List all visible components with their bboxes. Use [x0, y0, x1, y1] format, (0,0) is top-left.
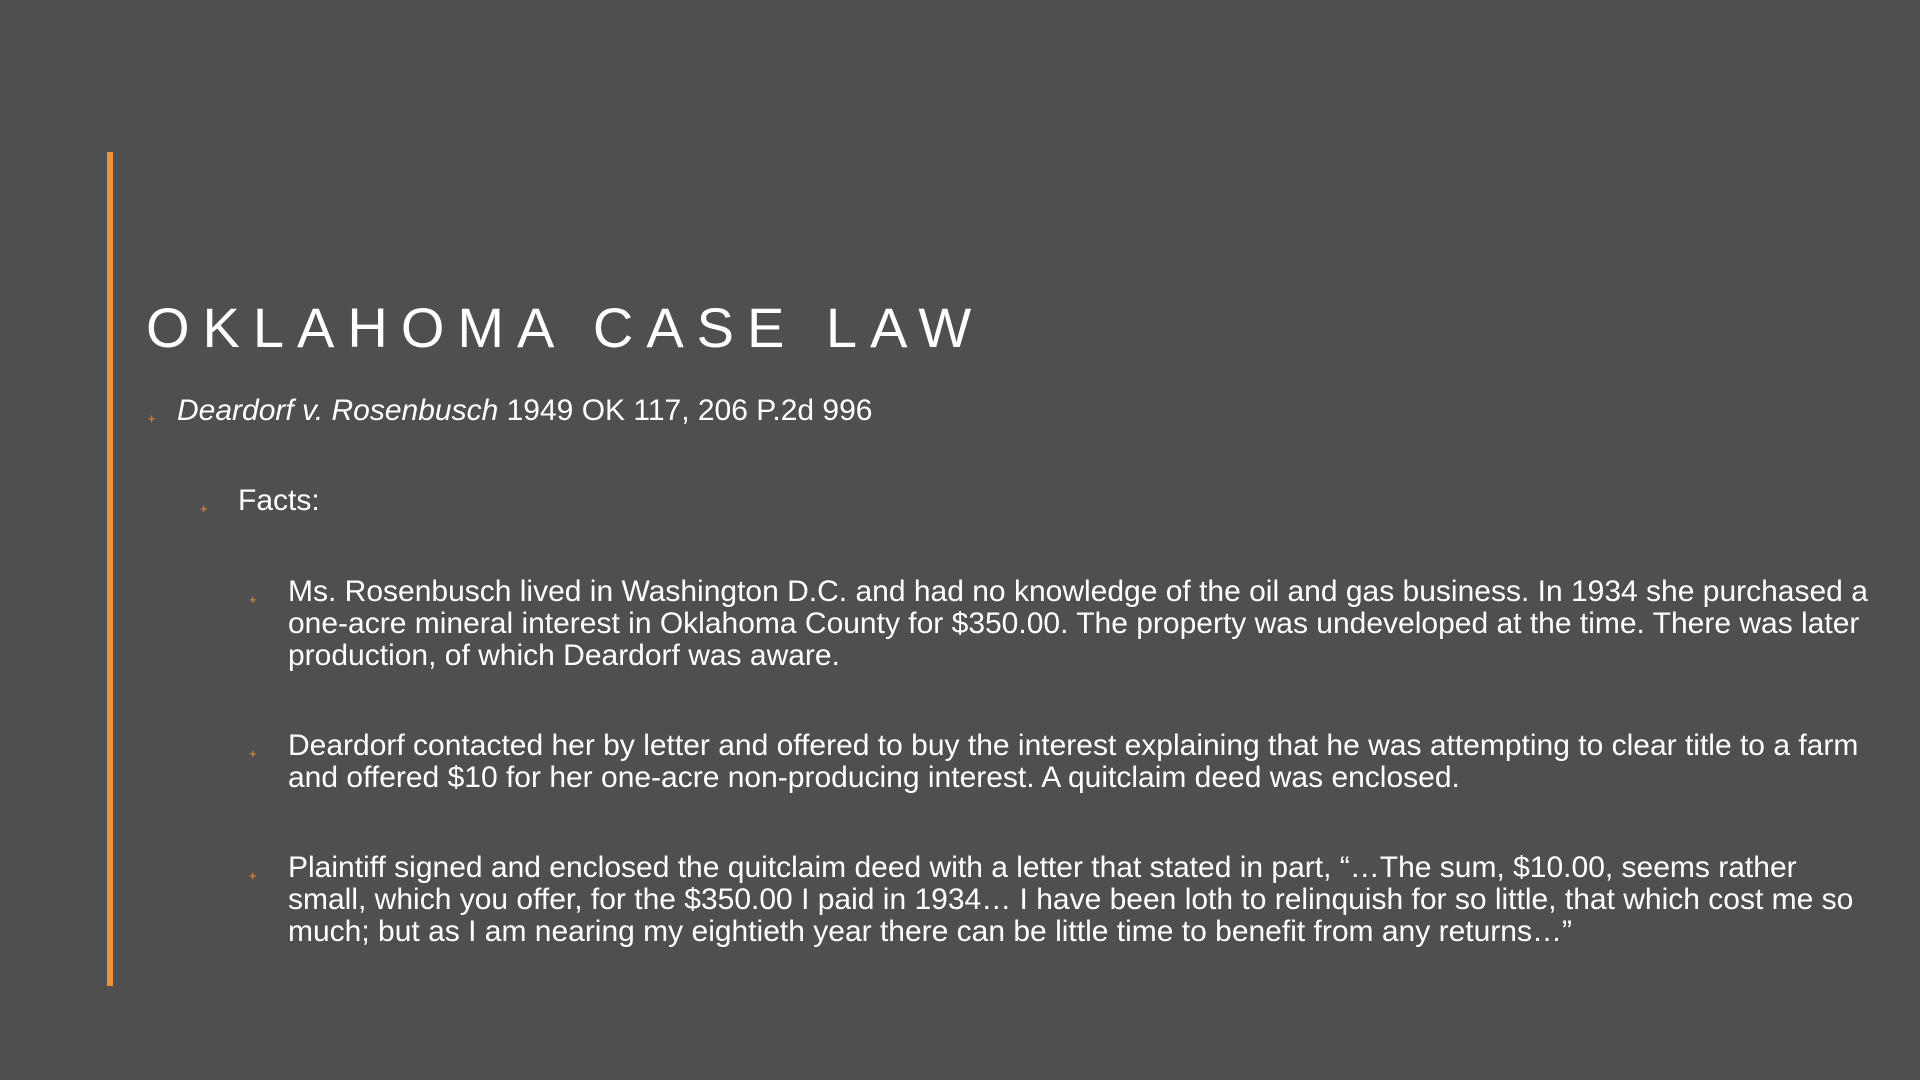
case-citation-text: 1949 OK 117, 206 P.2d 996	[498, 394, 873, 427]
case-name: Deardorf v. Rosenbusch	[177, 394, 499, 427]
case-citation	[177, 395, 873, 427]
plus-icon: +	[249, 592, 257, 607]
accent-bar	[107, 152, 113, 986]
facts-heading: Facts:	[238, 484, 320, 517]
fact-item: Ms. Rosenbusch lived in Washington D.C. and had no knowledge of the oil and gas business. In 1934 she purchased a one-acre mineral interest in Oklahoma County for $350.00. The property was undeveloped at the time. There was later production, of which Deardorf was aware.	[288, 575, 1868, 672]
slide-title: OKLAHOMA CASE LAW	[146, 296, 985, 359]
plus-icon: +	[200, 501, 208, 516]
fact-item: Plaintiff signed and enclosed the quitclaim deed with a letter that stated in part, “…The sum, $10.00, seems rather small, which you offer, for the $350.00 I paid in 1934… I have been loth to relinquish for so little, that which cost me so much; but as I am nearing my eightieth year there can be little time to benefit from any returns…”	[288, 851, 1854, 948]
fact-item: Deardorf contacted her by letter and offered to buy the interest explaining that he was attempting to clear title to a farm and offered $10 for her one-acre non-producing interest. A quitclaim deed was enclosed.	[288, 729, 1859, 794]
plus-icon: +	[249, 868, 257, 883]
plus-icon: +	[148, 411, 156, 426]
plus-icon: +	[249, 746, 257, 761]
